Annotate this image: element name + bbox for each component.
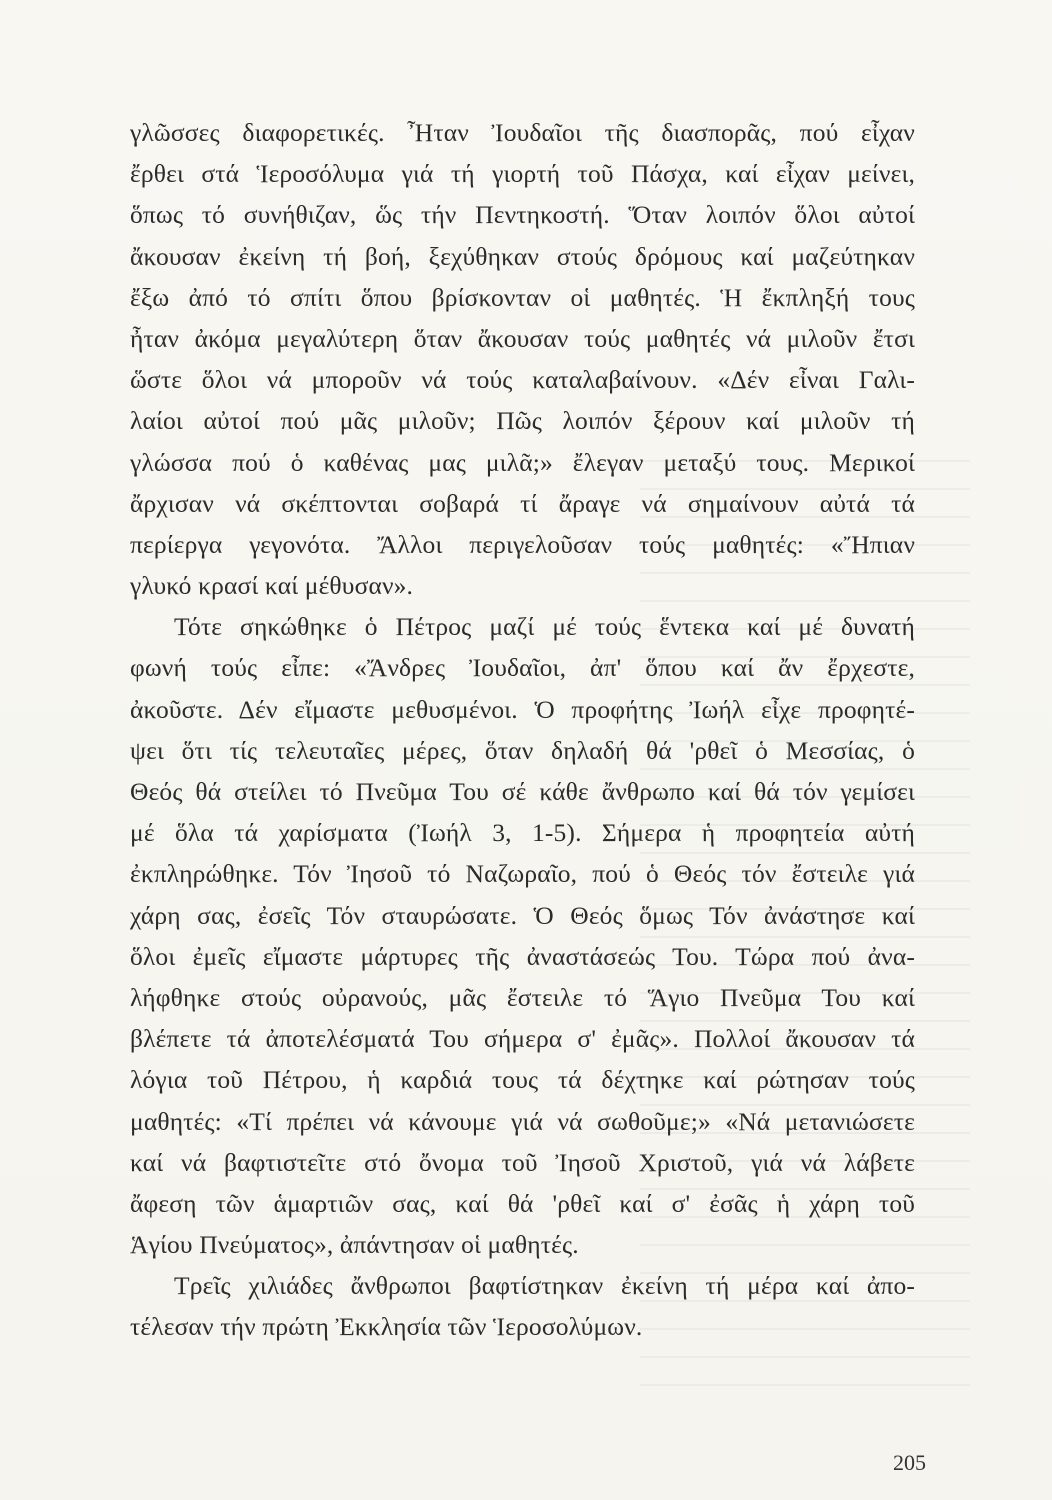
text-line: λαίοι αὐτοί πού μᾶς μιλοῦν; Πῶς λοιπόν ξέρουν καί μιλοῦν τή xyxy=(130,406,915,436)
text-line: ἦταν ἀκόμα μεγαλύτερη ὅταν ἄκουσαν τούς μαθητές νά μιλοῦν ἔτσι xyxy=(130,323,915,353)
text-line: γλυκό κρασί καί μέθυσαν». xyxy=(130,571,414,601)
text-line: χάρη σας, ἐσεῖς Τόν σταυρώσατε. Ὁ Θεός ὅμως Τόν ἀνάστησε καί xyxy=(130,900,915,930)
body-text xyxy=(130,112,915,1348)
text-line: βλέπετε τά ἀποτελέσματά Του σήμερα σ' ἐμᾶς». Πολλοί ἄκουσαν τά xyxy=(130,1024,915,1054)
text-line: μαθητές: «Τί πρέπει νά κάνουμε γιά νά σωθοῦμε;» «Νά μετανιώσετε xyxy=(130,1106,915,1136)
text-line: γλῶσσες διαφορετικές. Ἦταν Ἰουδαῖοι τῆς διασπορᾶς, πού εἶχαν xyxy=(130,118,915,147)
text-line: Ἁγίου Πνεύματος», ἀπάντησαν οἱ μαθητές. xyxy=(130,1230,579,1260)
text-line: μέ ὅλα τά χαρίσματα (Ἰωήλ 3, 1-5). Σήμερα ἡ προφητεία αὐτή xyxy=(130,818,915,848)
text-line: ἄφεση τῶν ἁμαρτιῶν σας, καί θά 'ρθεῖ καί σ' ἐσᾶς ἡ χάρη τοῦ xyxy=(130,1188,915,1218)
text-line: Τρεῖς χιλιάδες ἄνθρωποι βαφτίστηκαν ἐκείνη τή μέρα καί ἀπο- xyxy=(174,1271,915,1301)
text-line: ὥστε ὅλοι νά μποροῦν νά τούς καταλαβαίνουν. «Δέν εἶναι Γαλι- xyxy=(130,365,915,395)
text-line: ὅπως τό συνήθιζαν, ὥς τήν Πεντηκοστή. Ὅταν λοιπόν ὅλοι αὐτοί xyxy=(130,200,915,230)
text-line: ἀκοῦστε. Δέν εἴμαστε μεθυσμένοι. Ὁ προφήτης Ἰωήλ εἶχε προφητέ- xyxy=(130,694,915,724)
text-line: λόγια τοῦ Πέτρου, ἡ καρδιά τους τά δέχτηκε καί ρώτησαν τούς xyxy=(130,1065,915,1095)
text-line: καί νά βαφτιστεῖτε στό ὄνομα τοῦ Ἰησοῦ Χριστοῦ, γιά νά λάβετε xyxy=(130,1147,915,1177)
text-line: ἄρχισαν νά σκέπτονται σοβαρά τί ἄραγε νά σημαίνουν αὐτά τά xyxy=(130,488,915,518)
text-line: Τότε σηκώθηκε ὁ Πέτρος μαζί μέ τούς ἕντεκα καί μέ δυνατή xyxy=(174,612,915,642)
text-line: ἔξω ἀπό τό σπίτι ὅπου βρίσκονταν οἱ μαθητές. Ἡ ἔκπληξή τους xyxy=(130,282,915,312)
text-line: περίεργα γεγονότα. Ἄλλοι περιγελοῦσαν τούς μαθητές: «Ἤπιαν xyxy=(130,529,915,559)
page-number: 205 xyxy=(893,1450,926,1475)
text-line: γλώσσα πού ὁ καθένας μας μιλᾶ;» ἔλεγαν μεταξύ τους. Μερικοί xyxy=(130,447,915,477)
text-line: Θεός θά στείλει τό Πνεῦμα Του σέ κάθε ἄνθρωπο καί θά τόν γεμίσει xyxy=(130,777,915,806)
text-line: ἔρθει στά Ἱεροσόλυμα γιά τή γιορτή τοῦ Πάσχα, καί εἶχαν μείνει, xyxy=(130,159,915,189)
text-line: ἄκουσαν ἐκείνη τή βοή, ξεχύθηκαν στούς δρόμους καί μαζεύτηκαν xyxy=(130,241,915,271)
text-line: τέλεσαν τήν πρώτη Ἐκκλησία τῶν Ἱεροσολύμων. xyxy=(130,1312,643,1342)
text-line: ἐκπληρώθηκε. Τόν Ἰησοῦ τό Ναζωραῖο, πού ὁ Θεός τόν ἔστειλε γιά xyxy=(130,859,915,889)
text-line: ψει ὅτι τίς τελευταῖες μέρες, ὅταν δηλαδή θά 'ρθεῖ ὁ Μεσσίας, ὁ xyxy=(130,735,915,765)
text-line: φωνή τούς εἶπε: «Ἄνδρες Ἰουδαῖοι, ἀπ' ὅπου καί ἄν ἔρχεστε, xyxy=(130,653,915,683)
text-line: ὅλοι ἐμεῖς εἴμαστε μάρτυρες τῆς ἀναστάσεώς Του. Τώρα πού ἀνα- xyxy=(130,941,915,971)
text-line: λήφθηκε στούς οὐρανούς, μᾶς ἔστειλε τό Ἅγιο Πνεῦμα Του καί xyxy=(130,982,915,1012)
